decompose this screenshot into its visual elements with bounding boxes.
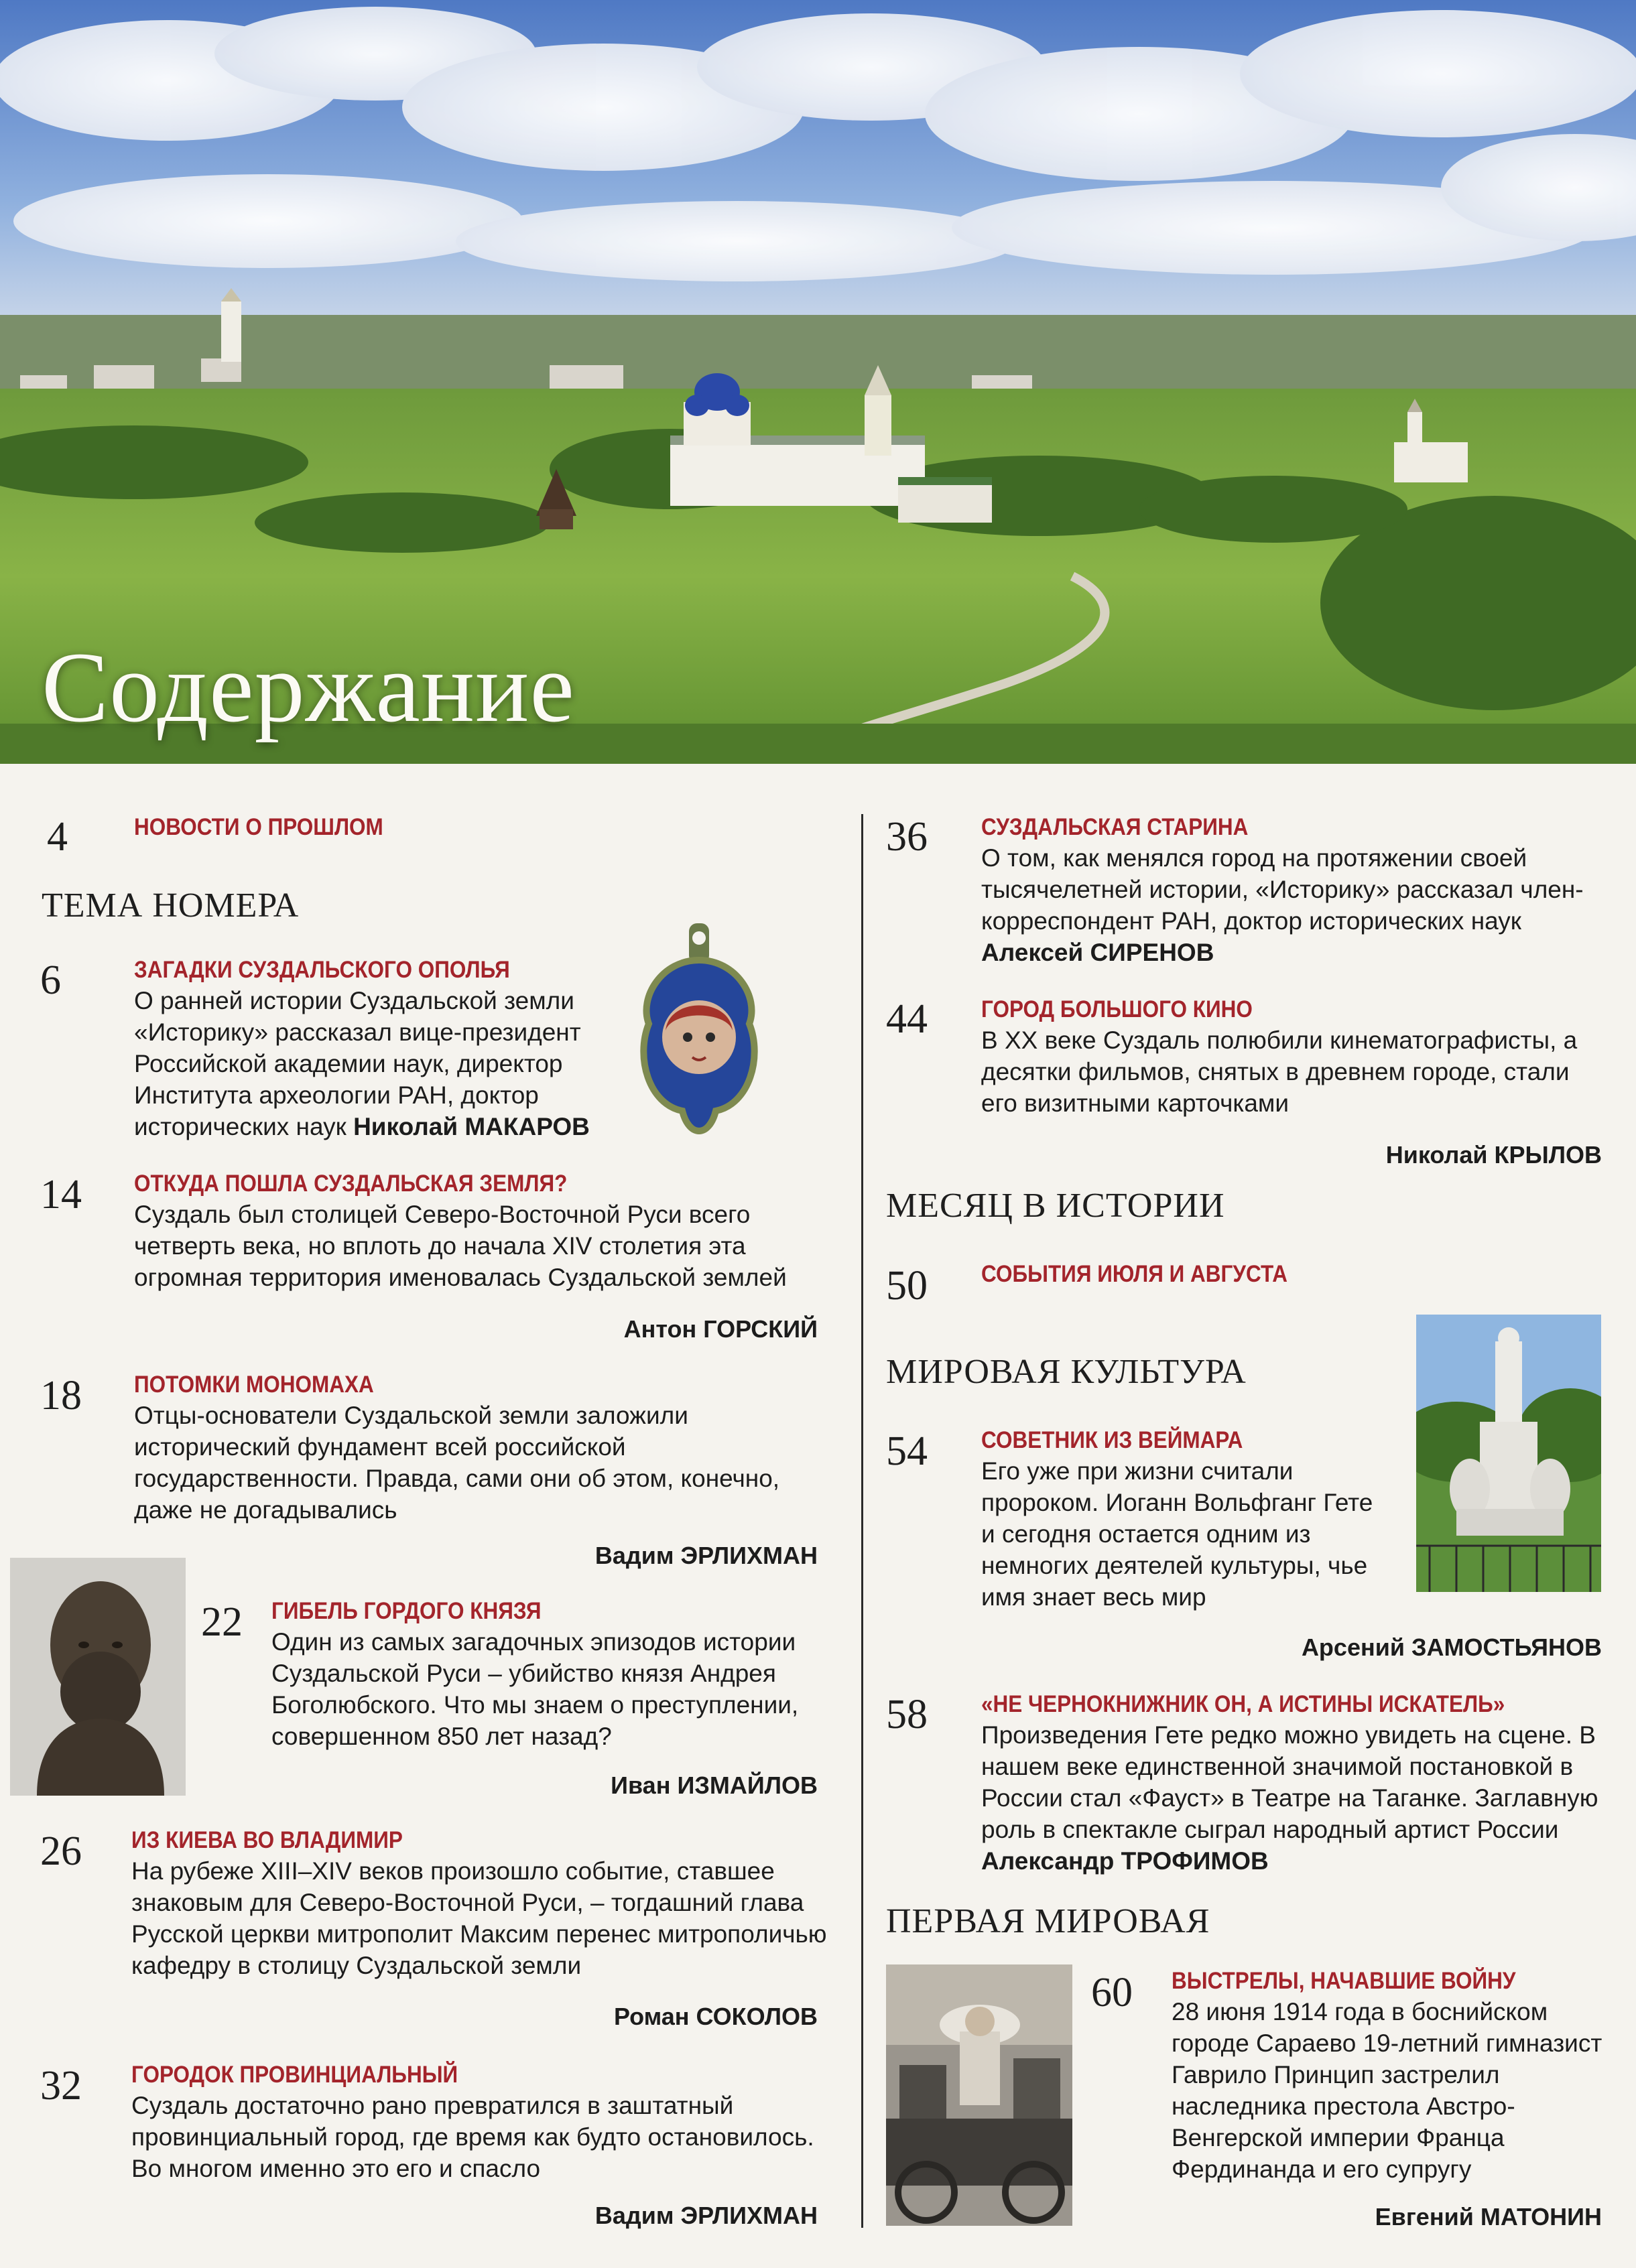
entry-heading: «НЕ ЧЕРНОКНИЖНИК ОН, А ИСТИНЫ ИСКАТЕЛЬ» (981, 1691, 1505, 1717)
enamel-icon-pendant-image (635, 923, 763, 1151)
page-number: 26 (40, 1828, 82, 1874)
entry-heading: ПОТОМКИ МОНОМАХА (134, 1372, 374, 1398)
entry-text: Суздаль достаточно рано превратился в заштатный провинциальный город, где время как будто остановилось. Во многом именно это его и спасло (131, 2092, 814, 2182)
toc-entry-gorodok[interactable] (131, 2060, 835, 2184)
page-number: 14 (40, 1172, 82, 1217)
toc-entry-iz-kieva[interactable] (131, 1826, 835, 1981)
page-number: 6 (40, 957, 61, 1003)
goethe-monument-image (1416, 1315, 1601, 1592)
page-number: 18 (40, 1373, 82, 1418)
section-pervaya-mirovaya: ПЕРВАЯ МИРОВАЯ (886, 1902, 1210, 1940)
entry-text: Суздаль был столицей Северо-Восточной Руси всего четверть века, но вплоть до начала XIV столетия эта огромная территория именовалась Суздальской землей (134, 1201, 787, 1291)
entry-heading: ГИБЕЛЬ ГОРДОГО КНЯЗЯ (271, 1598, 542, 1624)
entry-author: Иван ИЗМАЙЛОВ (611, 1772, 818, 1799)
entry-heading: ГОРОДОК ПРОВИНЦИАЛЬНЫЙ (131, 2062, 458, 2088)
page-number: 60 (1091, 1970, 1133, 2015)
page-number: 22 (201, 1599, 243, 1645)
entry-heading: ЗАГАДКИ СУЗДАЛЬСКОГО ОПОЛЬЯ (134, 957, 510, 983)
toc-entry-faust[interactable] (981, 1690, 1611, 1877)
toc-entry-vystrely[interactable] (1172, 1966, 1627, 2185)
entry-heading: СОВЕТНИК ИЗ ВЕЙМАРА (981, 1427, 1243, 1453)
entry-heading: ВЫСТРЕЛЫ, НАЧАВШИЕ ВОЙНУ (1172, 1968, 1516, 1994)
entry-author: Алексей СИРЕНОВ (981, 939, 1214, 966)
entry-author: Евгений МАТОНИН (1375, 2203, 1602, 2230)
entry-author: Арсений ЗАМОСТЬЯНОВ (1301, 1633, 1602, 1661)
page-number: 50 (886, 1263, 928, 1309)
toc-entry-news[interactable] (134, 813, 851, 842)
entry-author: Николай КРЫЛОВ (1385, 1141, 1602, 1169)
page-number: 4 (47, 814, 68, 860)
toc-entry-gibel[interactable] (271, 1597, 821, 1752)
section-mirovaya-kultura: МИРОВАЯ КУЛЬТУРА (886, 1353, 1247, 1391)
entry-author: Вадим ЭРЛИХМАН (594, 1542, 818, 1569)
entry-heading: ОТКУДА ПОШЛА СУЗДАЛЬСКАЯ ЗЕМЛЯ? (134, 1171, 568, 1197)
entry-author: Александр ТРОФИМОВ (981, 1847, 1269, 1875)
entry-text: Его уже при жизни считали пророком. Иоганн Вольфганг Гете и сегодня остается одним из немногих деятелей культуры, чье имя знает весь мир (981, 1457, 1373, 1611)
entry-text: О ранней истории Суздальской земли «Историку» рассказал вице-президент Российской академии наук, директор Института археологии РАН, доктор исторических наук Николай МАКАРОВ (134, 987, 590, 1140)
toc-entry-potomki[interactable] (134, 1370, 811, 1526)
entry-heading: НОВОСТИ О ПРОШЛОМ (134, 814, 383, 840)
entry-author: Антон ГОРСКИЙ (623, 1315, 818, 1343)
entry-heading: ГОРОД БОЛЬШОГО КИНО (981, 996, 1253, 1022)
page-number: 54 (886, 1428, 928, 1474)
entry-text: На рубеже XIII–XIV веков произошло событие, ставшее знаковым для Северо-Восточной Руси, – тогдашний глава Русской церкви митрополит Максим перенес митрополичью кафедру в столицу Суздальской земли (131, 1857, 827, 1979)
entry-text: 28 июня 1914 года в боснийском городе Сараево 19-летний гимназист Гаврило Принцип застрелил наследника престола Австро-Венгерской империи Франца Фердинанда и его супругу (1172, 1998, 1602, 2183)
toc-entry-sobytiya[interactable] (981, 1260, 1584, 1289)
page-number: 58 (886, 1692, 928, 1737)
entry-text: Отцы-основатели Суздальской земли заложили исторический фундамент всей российской государственности. Правда, сами они об этом, конечно, даже не догадывались (134, 1402, 780, 1524)
hero-photo-suzdal-panorama (0, 0, 1636, 764)
page-number: 32 (40, 2063, 82, 2109)
prince-bust-image (10, 1558, 186, 1796)
entry-text: В XX веке Суздаль полюбили кинематографисты, а десятки фильмов, снятых в древнем городе, стали его визитными карточками (981, 1026, 1578, 1117)
toc-entry-starina[interactable] (981, 813, 1611, 968)
entry-heading: СОБЫТИЯ ИЮЛЯ И АВГУСТА (981, 1261, 1287, 1287)
entry-heading: ИЗ КИЕВА ВО ВЛАДИМИР (131, 1827, 403, 1853)
toc-entry-kino[interactable] (981, 995, 1611, 1119)
section-tema-nomera: ТЕМА НОМЕРА (42, 886, 300, 925)
entry-author: Вадим ЭРЛИХМАН (594, 2202, 818, 2229)
page-number: 44 (886, 996, 928, 1042)
entry-heading: СУЗДАЛЬСКАЯ СТАРИНА (981, 814, 1249, 840)
page-number: 36 (886, 814, 928, 860)
toc-entry-sovetnik[interactable] (981, 1426, 1383, 1613)
entry-text: Один из самых загадочных эпизодов истории Суздальской Руси – убийство князя Андрея Боголюбского. Что мы знаем о преступлении, совершенном 850 лет назад? (271, 1628, 799, 1750)
toc-entry-zagadki[interactable] (134, 955, 617, 1142)
column-divider (861, 814, 863, 2228)
sarajevo-assassination-image (886, 1964, 1072, 2226)
entry-author: Роман СОКОЛОВ (614, 2003, 818, 2030)
entry-author: Николай МАКАРОВ (353, 1113, 590, 1140)
entry-text: О том, как менялся город на протяжении своей тысячелетней истории, «Историку» рассказал член-корреспондент РАН, доктор исторических наук (981, 844, 1584, 935)
page-title: Содержание (42, 632, 575, 743)
entry-text: Произведения Гете редко можно увидеть на сцене. В нашем веке единственной значимой постановкой в России стал «Фауст» в Театре на Таганке. Заглавную роль в спектакле сыграл народный артист России Александр ТРОФИМОВ (981, 1721, 1598, 1875)
section-mesyac-v-istorii: МЕСЯЦ В ИСТОРИИ (886, 1187, 1225, 1225)
toc-entry-otkuda[interactable] (134, 1169, 844, 1293)
